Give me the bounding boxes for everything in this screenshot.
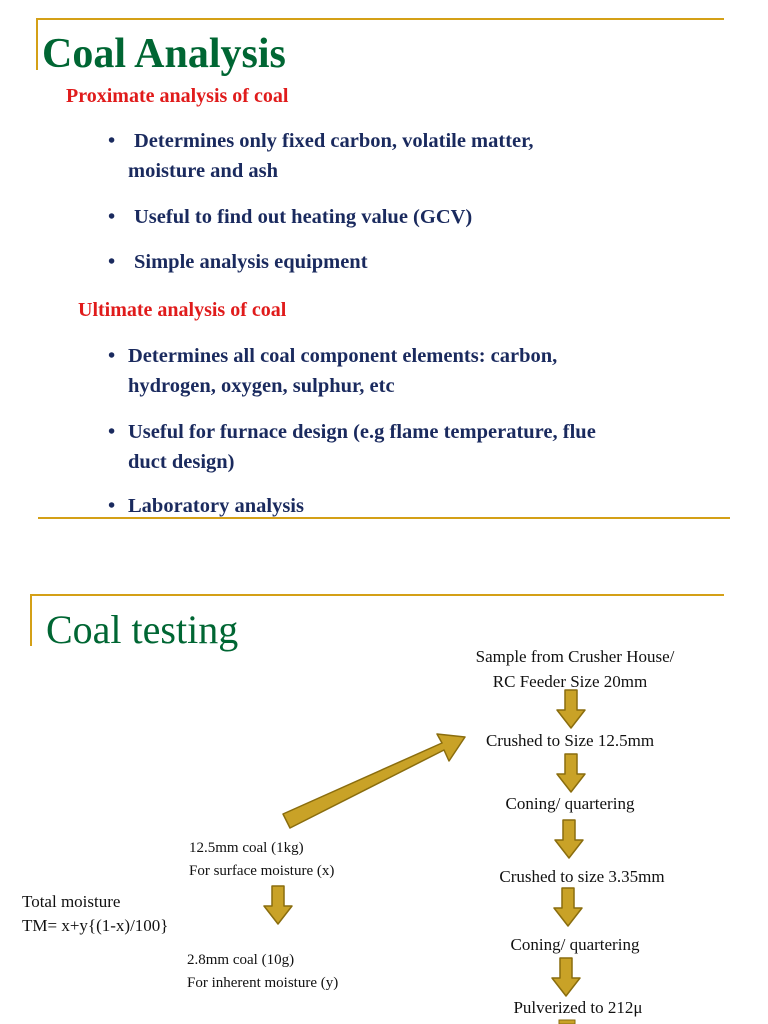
- bullet-line: Determines only fixed carbon, volatile matter,: [134, 130, 534, 152]
- arrow-diagonal-icon: [283, 734, 465, 828]
- bullet-line: duct design): [128, 451, 235, 473]
- coal-sample-1-size: 12.5mm coal (1kg): [189, 840, 304, 856]
- coal-sample-1: [189, 837, 334, 883]
- bullet-dot: •: [108, 345, 116, 367]
- total-moisture-label: Total moisture: [22, 892, 121, 911]
- flow-step-3: Coning/ quartering: [505, 794, 635, 813]
- arrow-down-side-icon: [264, 886, 292, 924]
- arrow-down-1-icon: [557, 690, 585, 728]
- bullet-dot: •: [108, 421, 116, 443]
- flow-step-2: Crushed to Size 12.5mm: [485, 731, 655, 750]
- arrow-down-5-icon: [552, 958, 580, 996]
- coal-sample-2: [187, 949, 338, 995]
- bullet-dot: •: [108, 130, 116, 152]
- bullet-dot: •: [108, 251, 116, 273]
- total-moisture: [22, 890, 168, 938]
- flow-step-4: Crushed to size 3.35mm: [499, 867, 665, 886]
- bullet-line: Laboratory analysis: [128, 495, 304, 517]
- coal-sample-1-purpose: For surface moisture (x): [189, 863, 335, 879]
- bullet-line: Determines all coal component elements: carbon,: [128, 345, 558, 367]
- flow-step-1-line-2: RC Feeder Size 20mm: [492, 672, 648, 691]
- flow-step-6: Pulverized to 212μ: [513, 998, 643, 1017]
- arrow-down-4-icon: [554, 888, 582, 926]
- slide1-title: Coal Analysis: [42, 31, 286, 77]
- bullet-line: hydrogen, oxygen, sulphur, etc: [128, 375, 395, 397]
- arrow-down-2-icon: [557, 754, 585, 792]
- bullet-line: Simple analysis equipment: [134, 251, 368, 273]
- bullet-dot: •: [108, 495, 116, 517]
- arrow-down-3-icon: [555, 820, 583, 858]
- coal-sample-2-size: 2.8mm coal (10g): [187, 952, 295, 968]
- flow-step-1-line-1: Sample from Crusher House/: [475, 647, 675, 666]
- bullet-line: Useful for furnace design (e.g flame temperature, flue: [128, 421, 596, 443]
- total-moisture-formula: TM= x+y{(1-x)/100}: [22, 916, 169, 935]
- coal-sample-2-purpose: For inherent moisture (y): [187, 975, 339, 991]
- flow-step-5: Coning/ quartering: [510, 935, 640, 954]
- proximate-heading: Proximate analysis of coal: [66, 85, 289, 107]
- arrow-bottom-partial-icon: [559, 1020, 575, 1024]
- bullet-line: Useful to find out heating value (GCV): [134, 206, 473, 228]
- bullet-line: moisture and ash: [128, 160, 278, 182]
- slide2-title: Coal testing: [46, 607, 239, 652]
- bullet-dot: •: [108, 206, 116, 228]
- ultimate-heading: Ultimate analysis of coal: [78, 299, 287, 321]
